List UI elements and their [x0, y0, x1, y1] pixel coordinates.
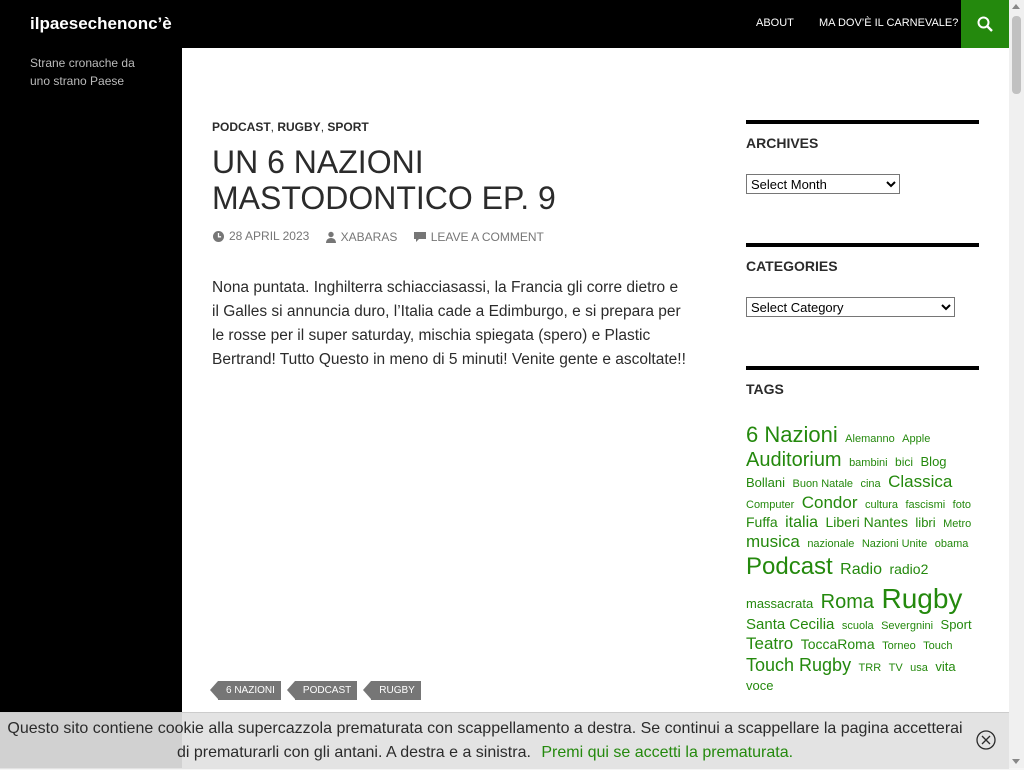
search-icon: [977, 16, 993, 32]
tag-cloud-link[interactable]: Auditorium: [746, 449, 842, 472]
tag-cloud-link[interactable]: TRR: [858, 661, 882, 674]
category-link[interactable]: RUGBY: [277, 120, 321, 134]
leave-comment-link[interactable]: LEAVE A COMMENT: [413, 230, 544, 244]
tag-cloud-link[interactable]: Classica: [888, 472, 953, 492]
tag-cloud-link[interactable]: foto: [952, 498, 971, 511]
tags-heading: TAGS: [746, 381, 784, 397]
tag-cloud-link[interactable]: Nazioni Unite: [861, 538, 928, 551]
tag-cloud-link[interactable]: scuola: [841, 620, 874, 633]
tag-cloud-link[interactable]: vita: [935, 658, 956, 674]
tag-cloud-link[interactable]: Buon Natale: [792, 478, 854, 491]
tags-widget: [746, 366, 979, 770]
categories-heading: CATEGORIES: [746, 258, 838, 274]
tag-cloud-link[interactable]: 6 Nazioni: [746, 422, 838, 447]
site-tagline: Strane cronache da uno strano Paese: [30, 56, 135, 88]
nav-carnevale[interactable]: MA DOV’È IL CARNEVALE?: [819, 17, 959, 29]
tag-cloud-link[interactable]: ToccaRoma: [800, 636, 875, 653]
tag-cloud-link[interactable]: voce: [746, 678, 774, 694]
tag-cloud-link[interactable]: Bollani: [746, 475, 786, 491]
tag-cloud-link[interactable]: Severgnini: [881, 620, 934, 633]
comment-icon: [413, 231, 427, 243]
tag-cloud-link[interactable]: Computer: [746, 498, 795, 511]
site-title[interactable]: ilpaesechenonc’è: [30, 14, 172, 33]
main-content: [182, 48, 1009, 768]
tag-cloud-link[interactable]: fascismi: [905, 498, 946, 511]
cookie-text: Questo sito contiene cookie alla supercazzola prematurata con scappellamento a destra. Se continui a scappellare la pagina accetterai di prematurarli con gli antani. A destra e a sinistra. Premi qui se accetti la prematurata.: [7, 720, 963, 761]
tag-cloud-link[interactable]: Fuffa: [746, 514, 778, 531]
tag-cloud-link[interactable]: italia: [785, 514, 819, 532]
tag-cloud-link[interactable]: Rugby: [881, 582, 963, 614]
tag-cloud-link[interactable]: massacrata: [746, 595, 814, 611]
categories-widget: [746, 243, 979, 337]
category-link[interactable]: PODCAST: [212, 120, 271, 134]
tag-cloud-link[interactable]: musica: [746, 532, 800, 552]
post-categories: PODCAST, RUGBY, SPORT: [212, 120, 369, 134]
tag-cloud-link[interactable]: nazionale: [807, 538, 855, 551]
tag-cloud-link[interactable]: Blog: [920, 454, 947, 470]
cookie-banner: [0, 712, 1009, 769]
scroll-up-arrow-icon[interactable]: [1012, 4, 1020, 9]
close-icon[interactable]: [976, 730, 996, 750]
tag-cloud-link[interactable]: Podcast: [746, 552, 833, 580]
tag-cloud-link[interactable]: bici: [895, 455, 914, 470]
tag-cloud-link[interactable]: Liberi Nantes: [825, 514, 908, 531]
nav-about[interactable]: ABOUT: [756, 17, 794, 29]
page-scrollbar[interactable]: [1009, 0, 1024, 768]
tag-cloud-link[interactable]: Torneo: [882, 640, 916, 653]
tag-cloud-link[interactable]: cultura: [864, 498, 898, 511]
tag-cloud: [746, 422, 979, 696]
tag-cloud-link[interactable]: Sport: [940, 617, 972, 633]
clock-icon: [212, 230, 225, 243]
user-icon: [325, 231, 337, 243]
tag-cloud-link[interactable]: libri: [915, 515, 936, 531]
left-sidebar: [0, 48, 182, 768]
categories-select[interactable]: [746, 297, 955, 317]
tag-cloud-link[interactable]: Roma: [820, 590, 875, 613]
tag-cloud-link[interactable]: cina: [860, 478, 881, 491]
post-tags: [218, 681, 421, 700]
post-body: Nona puntata. Inghilterra schiacciasassi, la Francia gli corre dietro e il Galles si annuncia duro, l’Italia cade a Edimburgo, e si prepara per le rosse per il super saturday, mischia spiegata (spero) e Plastic Bertrand! Tutto Questo in meno di 5 minuti! Venite gente e ascoltate!!: [212, 279, 686, 368]
post-author[interactable]: XABARAS: [325, 230, 398, 244]
tag-cloud-link[interactable]: bambini: [849, 457, 888, 470]
search-button[interactable]: [961, 0, 1009, 48]
tag-cloud-link[interactable]: Condor: [801, 492, 858, 512]
archives-heading: ARCHIVES: [746, 135, 819, 151]
category-link[interactable]: SPORT: [327, 120, 369, 134]
tag-pill[interactable]: 6 NAZIONI: [218, 681, 281, 700]
tag-cloud-link[interactable]: Metro: [943, 518, 972, 531]
tag-cloud-link[interactable]: TV: [888, 661, 903, 674]
tag-pill[interactable]: PODCAST: [295, 681, 357, 700]
archives-select[interactable]: [746, 174, 900, 194]
tag-cloud-link[interactable]: Radio: [840, 560, 882, 578]
tag-pill[interactable]: RUGBY: [371, 681, 421, 700]
tag-cloud-link[interactable]: radio2: [889, 560, 929, 577]
tag-cloud-link[interactable]: usa: [910, 661, 928, 674]
post-meta: [212, 229, 556, 246]
tag-cloud-link[interactable]: Touch: [923, 640, 953, 653]
tag-cloud-link[interactable]: Touch Rugby: [746, 654, 852, 675]
scroll-down-arrow-icon[interactable]: [1012, 759, 1020, 764]
tag-cloud-link[interactable]: obama: [934, 538, 969, 551]
site-header: [0, 0, 1009, 48]
scroll-thumb[interactable]: [1012, 16, 1021, 94]
post-title[interactable]: UN 6 NAZIONI MASTODONTICO EP. 9: [212, 144, 556, 216]
tag-cloud-link[interactable]: Apple: [902, 433, 931, 445]
tag-cloud-link[interactable]: Santa Cecilia: [746, 616, 835, 634]
archives-widget: [746, 120, 979, 214]
tag-cloud-link[interactable]: Teatro: [746, 634, 794, 654]
cookie-accept-link[interactable]: Premi qui se accetti la prematurata.: [541, 744, 794, 761]
tag-cloud-link[interactable]: Alemanno: [845, 433, 895, 445]
post-date[interactable]: 28 APRIL 2023: [212, 229, 309, 243]
